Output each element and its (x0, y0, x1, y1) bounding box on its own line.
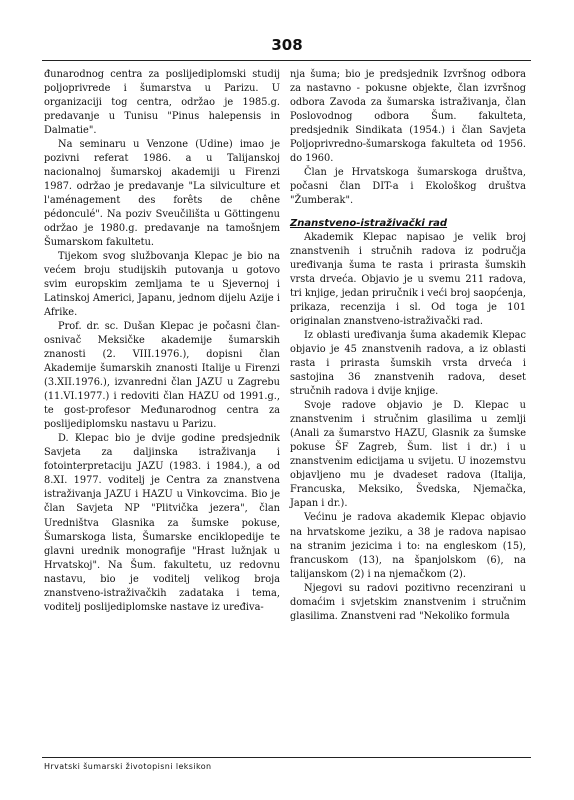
paragraph: D. Klepac bio je dvije godine predsjednik Savjeta za daljinska istraživanja i fotointerpretaciju JAZU (1983. i 1984.), a od 8.XI. 1977. voditelj je Centra za znanstvena istraživanja JAZU i HAZU u Vinkovcima. Bio je član Savjeta NP "Plitvička jezera", član Uredništva Glasnika za šumske pokuse, Šumarskoga lista, Šumarske enciklopedije te glavni urednik monografije "Hrast lužnjak u Hrvatskoj". Na Šum. fakultetu, uz redovnu nastavu, bio je voditelj velikog broja znanstveno-istraživačkih zadataka i tema, voditelj poslijediplomske nastave iz uređiva- (44, 433, 280, 613)
paragraph: đunarodnog centra za poslijediplomski studij poljoprivrede i šumarstva u Parizu. U organizaciji tog centra, održao je 1985.g. predavanje u Tunisu "Pinus halepensis in Dalmatie". (44, 69, 280, 137)
paragraph: Akademik Klepac napisao je velik broj znanstvenih i stručnih radova iz područja uređivanja šuma te rasta i prirasta šumskih vrsta drveća. Objavio je u svemu 211 radova, tri knjige, jedan priručnik i veći broj saopćenja, prikaza, recenzija i sl. Od toga je 101 originalan znanstveno-istraživački rad. (290, 232, 526, 328)
paragraph: Njegovi su radovi pozitivno recenzirani u domaćim i svjetskim znanstvenim i stručnim glasilima. Znanstveni rad "Nekoliko formula (290, 582, 526, 622)
left-column (44, 68, 280, 615)
footer-text: Hrvatski šumarski životopisni leksikon (44, 762, 212, 771)
paragraph: Prof. dr. sc. Dušan Klepac je počasni član-osnivač Meksičke akademije šumarskih znanosti (2. VIII.1976.), dopisni član Akademije šumarskih znanosti Italije u Firenzi (3.XII.1976.), izvanredni član JAZU u Zagrebu (11.VI.1977.) i redoviti član HAZU od 1991.g., te gost-profesor Međunarodnog centra za poslijediplomsku nastavu u Parizu. (44, 321, 280, 431)
paragraph: Tijekom svog službovanja Klepac je bio na većem broju studijskih putovanja u gotovo svim europskim zemljama te u Sjevernoj i Latinskoj Americi, Japanu, jednom dijelu Azije i Afrike. (44, 251, 280, 319)
paragraph: Na seminaru u Venzone (Udine) imao je pozivni referat 1986. a u Talijanskoj nacionalnoj šumarskoj akademiji u Firenzi 1987. održao je predavanje "La silviculture et l'aménagement des forêts de chêne pédonculé". Na poziv Sveučilišta u Göttingenu održao je 1980.g. predavanje na tamošnjem Šumarskom fakultetu. (44, 139, 280, 249)
section-heading: Znanstveno-istraživački rad (290, 218, 448, 230)
paragraph: nja šuma; bio je predsjednik Izvršnog odbora za nastavno - pokusne objekte, član izvršnog odbora Zavoda za šumarska istraživanja, član Poslovodnog odbora Šum. fakulteta, predsjednik Sindikata (1954.) i član Savjeta Poljoprivredno-šumarskoga fakulteta od 1956. do 1960. (290, 69, 526, 165)
header-rule (42, 60, 531, 61)
paragraph: Većinu je radova akademik Klepac objavio na hrvatskome jeziku, a 38 je radova napisao na stranim jezicima i to: na engleskom (15), francuskom (13), na španjolskom (6), na talijanskom (2) i na njemačkom (2). (290, 512, 526, 580)
footer-rule (42, 757, 531, 758)
paragraph: Član je Hrvatskoga šumarskoga društva, počasni član DIT-a i Ekološkog društva "Žumberak". (290, 167, 526, 207)
page-number: 308 (271, 36, 303, 54)
paragraph: Iz oblasti uređivanja šuma akademik Klepac objavio je 45 znanstvenih radova, a iz oblasti rasta i prirasta šumskih vrsta drveća i sastojina 36 znanstvenih radova, deset stručnih radova i dvije knjige. (290, 330, 526, 398)
right-column (290, 68, 526, 624)
paragraph: Svoje radove objavio je D. Klepac u znanstvenim i stručnim glasilima u zemlji (Anali za šumarstvo HAZU, Glasnik za šumske pokuse ŠF Zagreb, Šum. list i dr.) i u znanstvenim edicijama u svijetu. U inozemstvu objavljeno mu je dvadeset radova (Italija, Francuska, Meksiko, Švedska, Njemačka, Japan i dr.). (290, 400, 526, 510)
